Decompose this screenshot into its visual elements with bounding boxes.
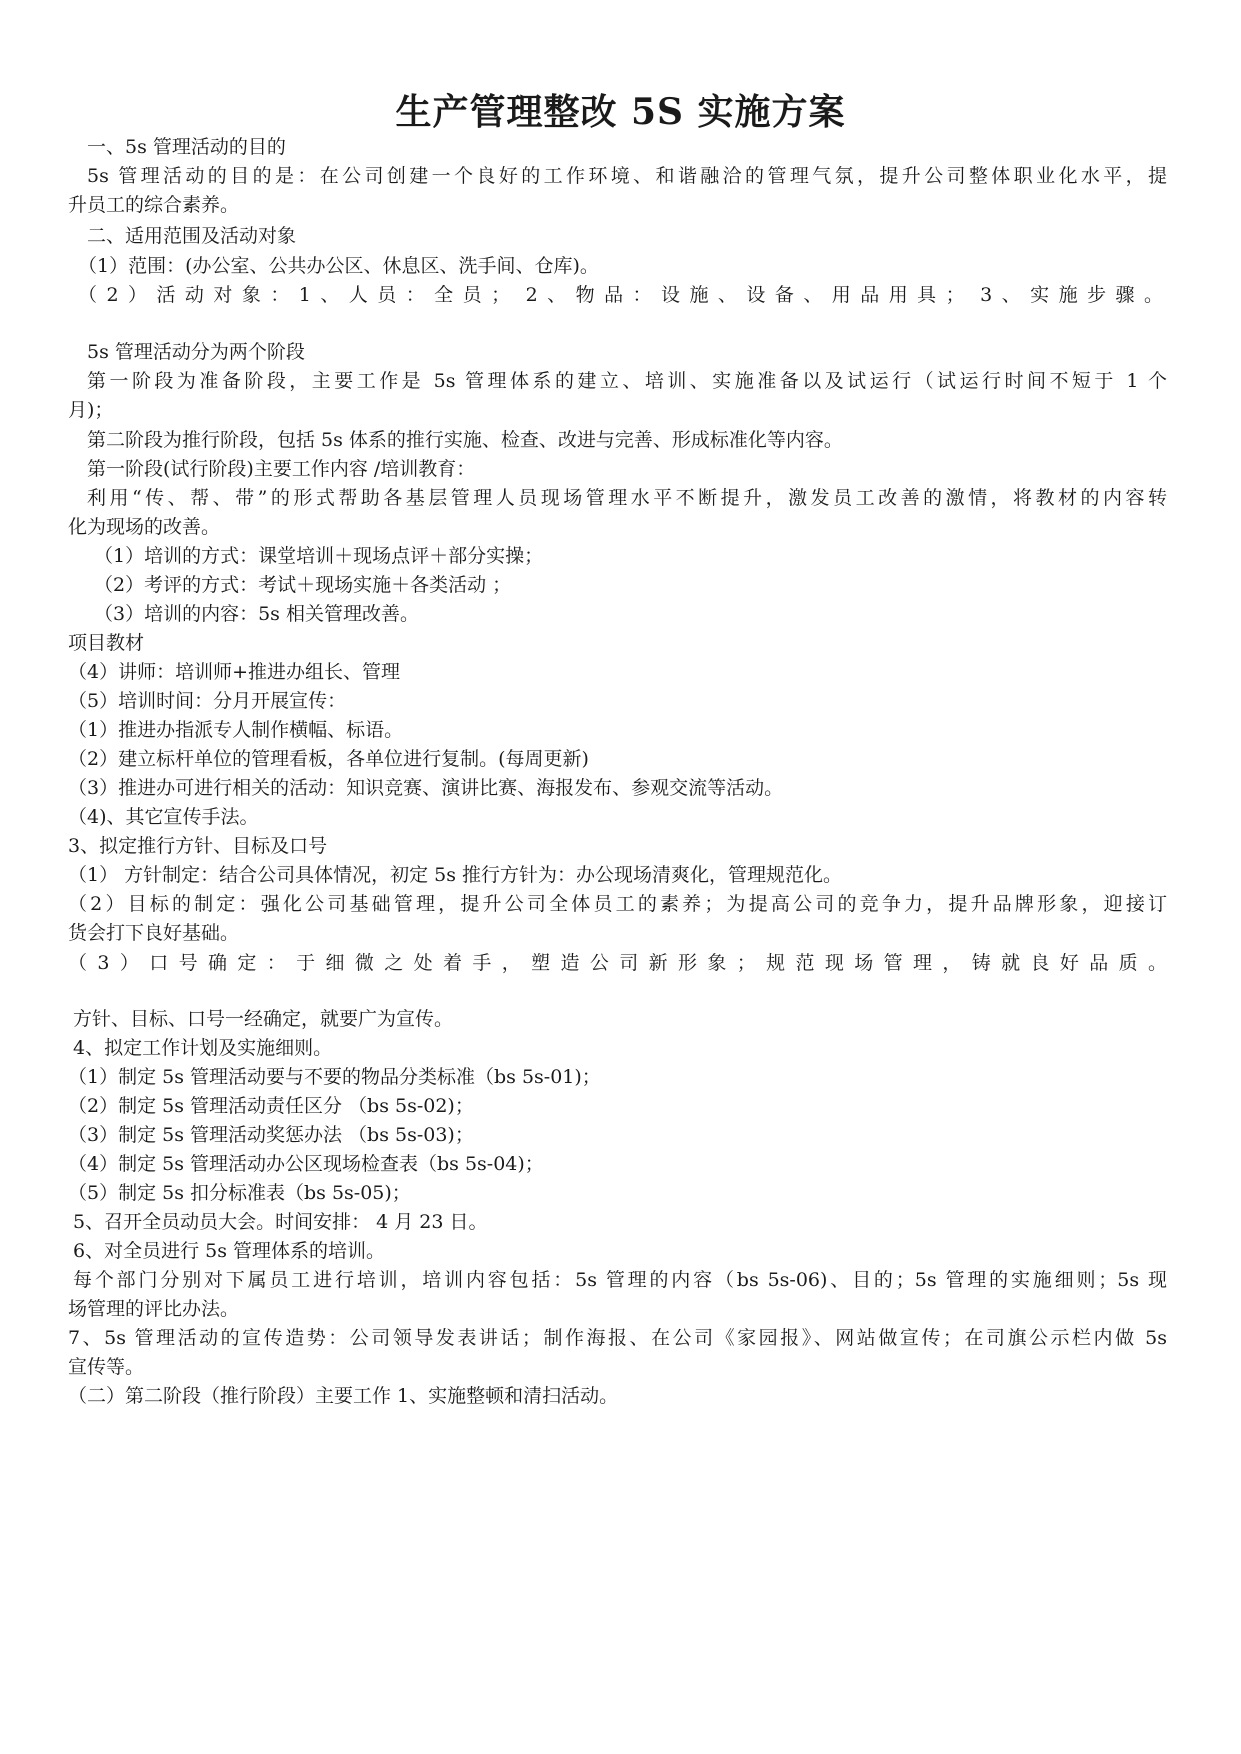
paragraph-line: 月)；: [68, 399, 114, 421]
list-item: （3）推进办可进行相关的活动：知识竞赛、演讲比赛、海报发布、参观交流等活动。: [68, 777, 784, 799]
section-heading: （二）第二阶段（推行阶段）主要工作 1、实施整顿和清扫活动。: [68, 1385, 619, 1407]
list-item: （4）讲师：培训师+推进办组长、管理: [68, 661, 401, 683]
list-item: （3）制定 5s 管理活动奖惩办法 （bs 5s-03)；: [68, 1124, 474, 1146]
list-item: （5）培训时间：分月开展宣传：: [68, 690, 347, 712]
list-item: （1）制定 5s 管理活动要与不要的物品分类标准（bs 5s-01)；: [68, 1066, 601, 1088]
paragraph-line: （2）活动对象：1、人员：全员； 2、物品：设施、设备、用品用具； 3、实施步骤。: [78, 284, 1163, 306]
paragraph-line: 货会打下良好基础。: [68, 922, 240, 944]
paragraph-line: 第一阶段为准备阶段，主要工作是 5s 管理体系的建立、培训、实施准备以及试运行（试运行时间不短于 1 个: [87, 370, 1167, 392]
section-heading: 一、5s 管理活动的目的: [87, 136, 286, 158]
list-item: （2）建立标杆单位的管理看板，各单位进行复制。(每周更新): [68, 748, 589, 770]
list-item: （4）制定 5s 管理活动办公区现场检查表（bs 5s-04)；: [68, 1153, 544, 1175]
section-heading: 4、拟定工作计划及实施细则。: [73, 1037, 333, 1059]
section-heading: 二、适用范围及活动对象: [87, 225, 297, 247]
list-item: （1）推进办指派专人制作横幅、标语。: [68, 719, 404, 741]
paragraph-line: 方针、目标、口号一经确定，就要广为宣传。: [73, 1008, 454, 1030]
section-heading: 3、拟定推行方针、目标及口号: [68, 835, 328, 857]
paragraph-line: 宣传等。: [68, 1356, 145, 1378]
section-heading: 7、5s 管理活动的宣传造势：公司领导发表讲话；制作海报、在公司《家园报》、网站做宣传；在司旗公示栏内做 5s: [68, 1327, 1167, 1349]
section-heading: 6、对全员进行 5s 管理体系的培训。: [73, 1240, 386, 1262]
section-heading: 5、召开全员动员大会。时间安排： 4 月 23 日。: [73, 1211, 488, 1233]
paragraph-line: （1）范围：(办公室、公共办公区、休息区、洗手间、仓库)。: [78, 255, 599, 277]
list-item: （5）制定 5s 扣分标准表（bs 5s-05)；: [68, 1182, 411, 1204]
list-item: （2）制定 5s 管理活动责任区分 （bs 5s-02)；: [68, 1095, 474, 1117]
paragraph-line: 场管理的评比办法。: [68, 1298, 240, 1320]
paragraph-line: 每个部门分别对下属员工进行培训，培训内容包括：5s 管理的内容（bs 5s-06)、目的；5s 管理的实施细则；5s 现: [73, 1269, 1167, 1291]
paragraph-line: 第二阶段为推行阶段，包括 5s 体系的推行实施、检查、改进与完善、形成标准化等内容。: [87, 429, 843, 451]
paragraph-line: 利用“传、帮、带”的形式帮助各基层管理人员现场管理水平不断提升，激发员工改善的激情，将教材的内容转: [87, 487, 1167, 509]
list-item: （1） 方针制定：结合公司具体情况，初定 5s 推行方针为：办公现场清爽化，管理规范化。: [68, 864, 843, 886]
paragraph-line: 升员工的综合素养。: [68, 194, 240, 216]
paragraph-line: 化为现场的改善。: [68, 516, 221, 538]
list-item: （1）培训的方式：课堂培训＋现场点评＋部分实操；: [94, 545, 544, 567]
list-item: （3）口号确定：于细微之处着手，塑造公司新形象；规范现场管理，铸就良好品质。: [68, 952, 1167, 974]
paragraph-line: 5s 管理活动的目的是：在公司创建一个良好的工作环境、和谐融洽的管理气氛，提升公司整体职业化水平，提: [87, 165, 1167, 187]
list-item: （2）考评的方式：考试＋现场实施＋各类活动 ；: [94, 574, 512, 596]
list-item: （4)、其它宣传手法。: [68, 806, 259, 828]
section-heading: 项目教材: [68, 632, 145, 654]
section-heading: 5s 管理活动分为两个阶段: [87, 341, 305, 363]
list-item: （2）目标的制定：强化公司基础管理，提升公司全体员工的素养；为提高公司的竞争力，提升品牌形象，迎接订: [68, 893, 1167, 915]
list-item: （3）培训的内容：5s 相关管理改善。: [94, 603, 419, 625]
document-title: 生产管理整改 5S 实施方案: [395, 91, 846, 133]
paragraph-line: 第一阶段(试行阶段)主要工作内容 /培训教育：: [87, 458, 476, 480]
